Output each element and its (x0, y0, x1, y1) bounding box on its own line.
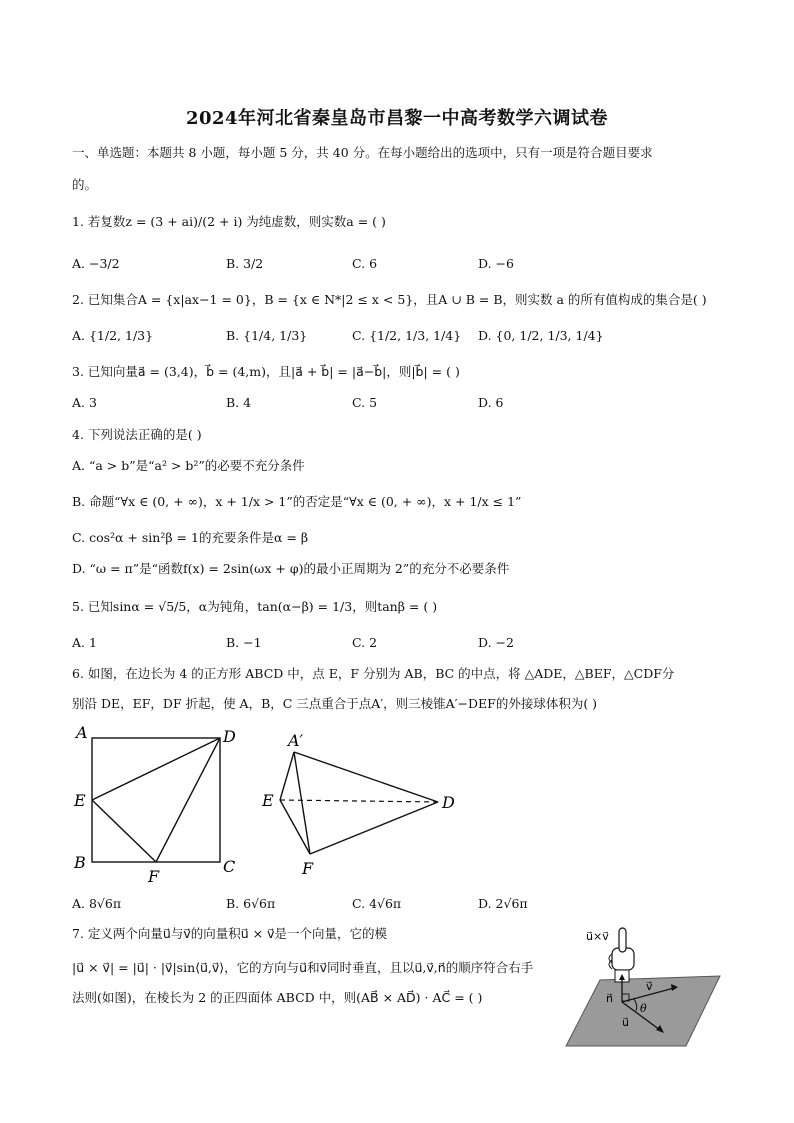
label-u: u⃗ (622, 1016, 629, 1029)
q2-option-a: A. {1/2, 1/3} (72, 328, 154, 343)
label-u-cross-v: u⃗×v⃗ (586, 930, 609, 943)
square-outline (92, 738, 220, 862)
question-6-stem: 6. 如图，在边长为 4 的正方形 ABCD 中，点 E，F 分别为 AB，BC 的中点，将 △ADE，△BEF，△CDF分 (72, 666, 675, 681)
question-7-stem: 7. 定义两个向量u⃗与v⃗的向量积u⃗ × v⃗是一个向量，它的模 (72, 926, 387, 941)
label-a-prime: A′ (288, 731, 304, 750)
label-v: v⃗ (646, 980, 653, 993)
question-3-stem: 3. 已知向量a⃗ = (3,4)，b⃗ = (4,m)，且|a⃗ + b⃗| = |a⃗−b⃗|，则|b⃗| = ( ) (72, 364, 460, 379)
edge-ae (280, 752, 294, 800)
q4-option-d: D. “ω = π”是“函数f(x) = 2sin(ωx + φ)的最小正周期为 2”的充分不必要条件 (72, 561, 510, 576)
label-theta: θ (640, 1002, 647, 1015)
q5-option-c: C. 2 (352, 635, 378, 650)
question-6-stem-cont: 别沿 DE，EF，DF 折起，使 A，B，C 三点重合于点A′，则三棱锥A′−DEF的外接球体积为( ) (72, 696, 598, 711)
question-4-stem: 4. 下列说法正确的是( ) (72, 427, 202, 442)
tetrahedron-figure (258, 726, 468, 881)
page-title: 2024年河北省秦皇岛市昌黎一中高考数学六调试卷 (185, 108, 609, 129)
q4-option-a: A. “a > b”是“a² > b²”的必要不充分条件 (72, 458, 305, 473)
square-figure (70, 720, 250, 885)
label-f: F (148, 867, 160, 885)
label-c: C (223, 857, 236, 876)
q5-option-a: A. 1 (72, 635, 97, 650)
q2-option-b: B. {1/4, 1/3} (226, 328, 308, 343)
q2-option-d: D. {0, 1/2, 1/3, 1/4} (478, 328, 604, 343)
q6-option-c: C. 4√6π (352, 896, 402, 911)
q5-option-b: B. −1 (226, 635, 262, 650)
segment-fd (156, 738, 220, 862)
q3-option-d: D. 6 (478, 395, 504, 410)
question-7-stem-cont: |u⃗ × v⃗| = |u⃗| · |v⃗|sin⟨u⃗,v⃗⟩，它的方向与u⃗和v⃗同时垂直，且以u⃗,v⃗,n⃗的顺序符合右手 (72, 960, 534, 975)
q6-option-d: D. 2√6π (478, 896, 528, 911)
q1-option-d: D. −6 (478, 256, 514, 271)
section-heading: 一、单选题：本题共 8 小题，每小题 5 分，共 40 分。在每小题给出的选项中，只有一项是符合题目要求 (72, 145, 653, 160)
label-e: E (74, 791, 86, 810)
q4-option-b: B. 命题“∀x ∈ (0, + ∞)，x + 1/x > 1”的否定是“∀x ∈ (0, + ∞)，x + 1/x ≤ 1” (72, 494, 522, 509)
q5-option-d: D. −2 (478, 635, 514, 650)
q1-option-a: A. −3/2 (72, 256, 120, 271)
label-e: E (262, 791, 274, 810)
q2-option-c: C. {1/2, 1/3, 1/4} (352, 328, 462, 343)
edge-ad (294, 752, 438, 802)
question-5-stem: 5. 已知sinα = √5/5，α为钝角，tan(α−β) = 1/3，则tanβ = ( ) (72, 599, 438, 614)
q6-option-a: A. 8√6π (72, 896, 122, 911)
segment-ed (92, 738, 220, 800)
label-d: D (223, 727, 236, 746)
label-a: A (76, 723, 88, 742)
label-b: B (74, 853, 86, 872)
label-f: F (302, 859, 314, 878)
q4-option-c: C. cos²α + sin²β = 1的充要条件是α = β (72, 530, 309, 545)
section-heading-cont: 的。 (72, 177, 98, 192)
q6-option-b: B. 6√6π (226, 896, 276, 911)
edge-ed-hidden (280, 800, 438, 802)
label-d: D (442, 793, 455, 812)
edge-fd (310, 802, 438, 854)
label-n: n⃗ (606, 992, 613, 1005)
q3-option-b: B. 4 (226, 395, 252, 410)
q3-option-c: C. 5 (352, 395, 378, 410)
question-2-stem: 2. 已知集合A = {x|ax−1 = 0}，B = {x ∈ N*|2 ≤ x < 5}，且A ∪ B = B，则实数 a 的所有值构成的集合是( ) (72, 292, 707, 307)
question-1-stem: 1. 若复数z = (3 + ai)/(2 + i) 为纯虚数，则实数a = ( ) (72, 214, 386, 229)
question-7-stem-cont2: 法则(如图)，在棱长为 2 的正四面体 ABCD 中，则(AB⃗ × AD⃗) · AC⃗ = ( ) (72, 990, 483, 1005)
right-hand-icon (609, 928, 634, 982)
q1-option-b: B. 3/2 (226, 256, 264, 271)
q3-option-a: A. 3 (72, 395, 97, 410)
right-hand-rule-figure (562, 922, 724, 1048)
q1-option-c: C. 6 (352, 256, 378, 271)
segment-ef (92, 800, 156, 862)
